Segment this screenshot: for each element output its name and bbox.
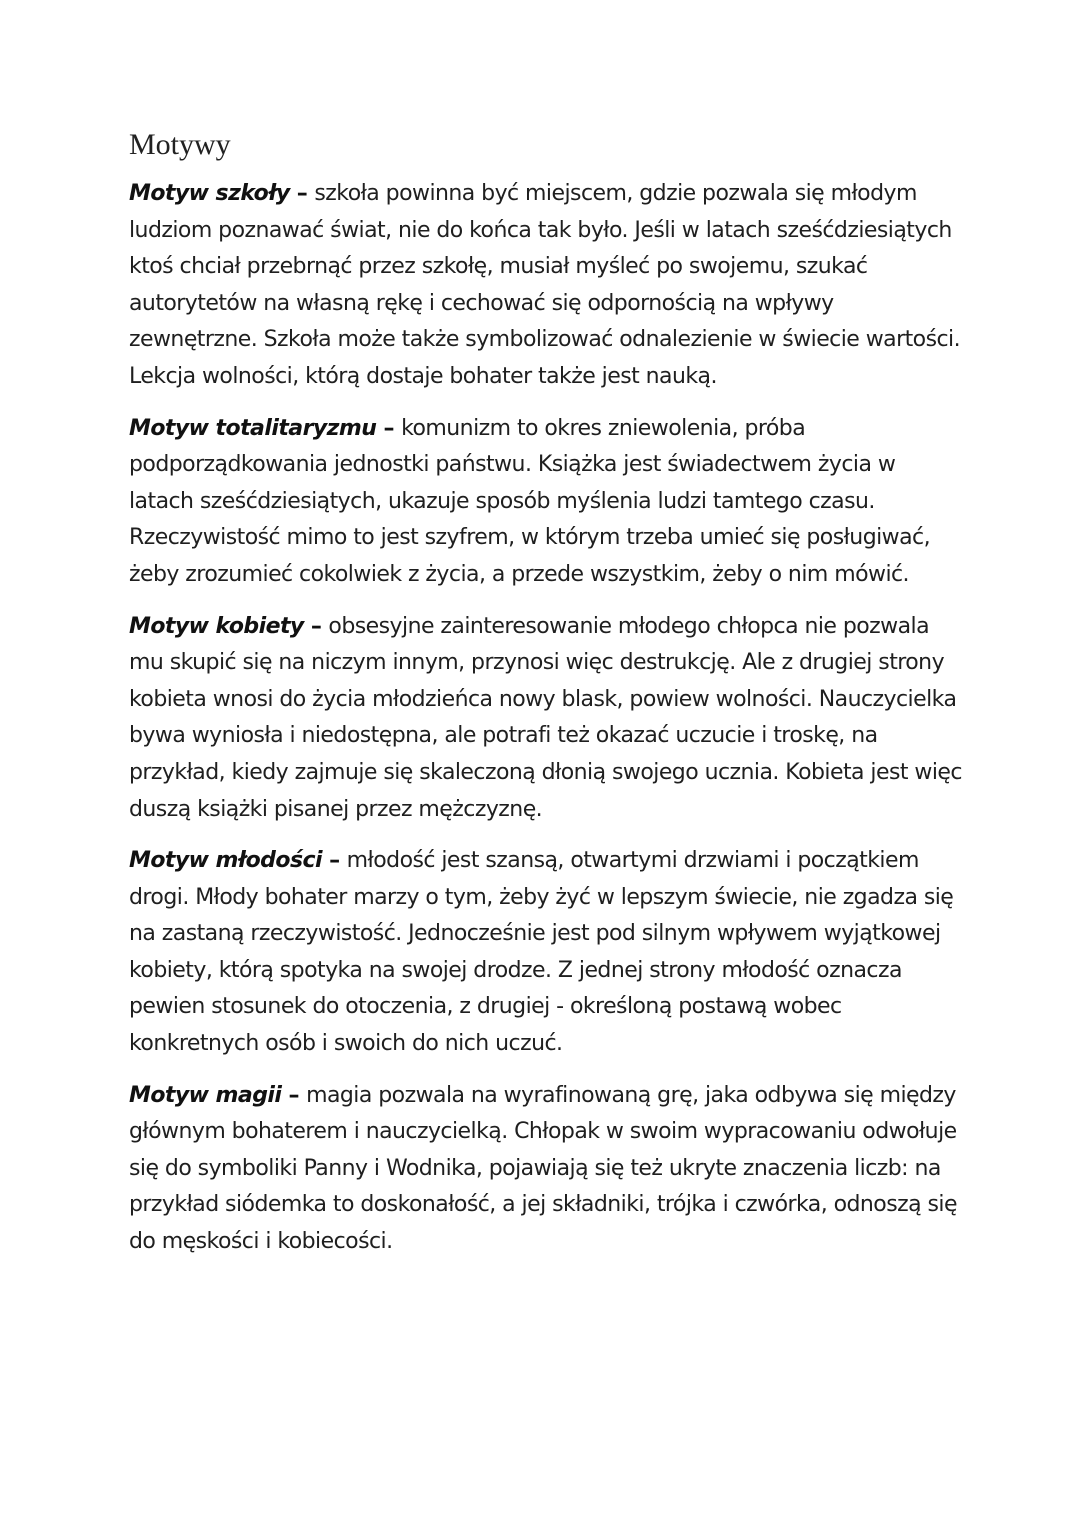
section-text: młodość jest szansą, otwartymi drzwiami i początkiem drogi. Młody bohater marzy o tym, żeby żyć w lepszym świecie, nie zgadza się na zastaną rzeczywistość. Jednocześnie jest pod silnym wpływem wyjątkowej kobiety, którą spotyka na swojej drodze. Z jednej strony młodość oznacza pewien stosunek do otoczenia, z drugiej - określoną postawą wobec konkretnych osób i swoich do nich uczuć. xyxy=(129,848,954,1057)
section-term: Motyw szkoły xyxy=(129,181,290,206)
document-content xyxy=(129,124,964,1276)
section-motyw-kobiety xyxy=(129,609,964,829)
section-dash: – xyxy=(376,415,402,441)
section-term: Motyw magii xyxy=(129,1082,282,1108)
page-title: Motywy xyxy=(129,128,231,161)
section-motyw-szkoly xyxy=(129,176,964,396)
section-motyw-mlodosci xyxy=(129,843,964,1063)
section-motyw-totalitaryzmu xyxy=(129,411,964,594)
section-dash: – xyxy=(281,1082,307,1108)
section-motyw-magii xyxy=(129,1078,964,1261)
section-text: obsesyjne zainteresowanie młodego chłopca nie pozwala mu skupić się na niczym innym, przynosi więc destrukcję. Ale z drugiej strony kobieta wnosi do życia młodzieńca nowy blask, powiew wolności. Nauczycielka bywa wyniosła i niedostępna, ale potrafi też okazać uczucie i troskę, na przykład, kiedy zajmuje się skaleczoną dłonią swojego ucznia. Kobieta jest więc duszą książki pisanej przez mężczyznę. xyxy=(129,613,962,822)
section-dash: – xyxy=(303,613,329,639)
section-text: magia pozwala na wyrafinowaną grę, jaka odbywa się między głównym bohaterem i nauczycielką. Chłopak w swoim wypracowaniu odwołuje się do symboliki Panny i Wodnika, pojawiają się też ukryte znaczenia liczb: na przykład siódemka to doskonałość, a jej składniki, trójka i czwórka, odnoszą się do męskości i kobiecości. xyxy=(129,1082,957,1255)
section-text: komunizm to okres zniewolenia, próba podporządkowania jednostki państwu. Książka jest świadectwem życia w latach sześćdziesiątych, ukazuje sposób myślenia ludzi tamtego czasu. Rzeczywistość mimo to jest szyfrem, w którym trzeba umieć się posługiwać, żeby zrozumieć cokolwiek z życia, a przede wszystkim, żeby o nim mówić. xyxy=(129,415,931,587)
section-dash: – xyxy=(321,848,347,874)
section-term: Motyw młodości xyxy=(129,848,322,874)
section-text: szkoła powinna być miejscem, gdzie pozwala się młodym ludziom poznawać świat, nie do końca tak było. Jeśli w latach sześćdziesiątych ktoś chciał przebrnąć przez szkołę, musiał myśleć po swojemu, szukać autorytetów na własną rękę i cechować się odpornością na wpływy zewnętrzne. Szkoła może także symbolizować odnalezienie w świecie wartości. Lekcja wolności, którą dostaje bohater także jest nauką. xyxy=(129,181,961,389)
section-term: Motyw totalitaryzmu xyxy=(129,415,377,441)
section-dash: – xyxy=(289,181,315,206)
section-term: Motyw kobiety xyxy=(129,613,304,639)
